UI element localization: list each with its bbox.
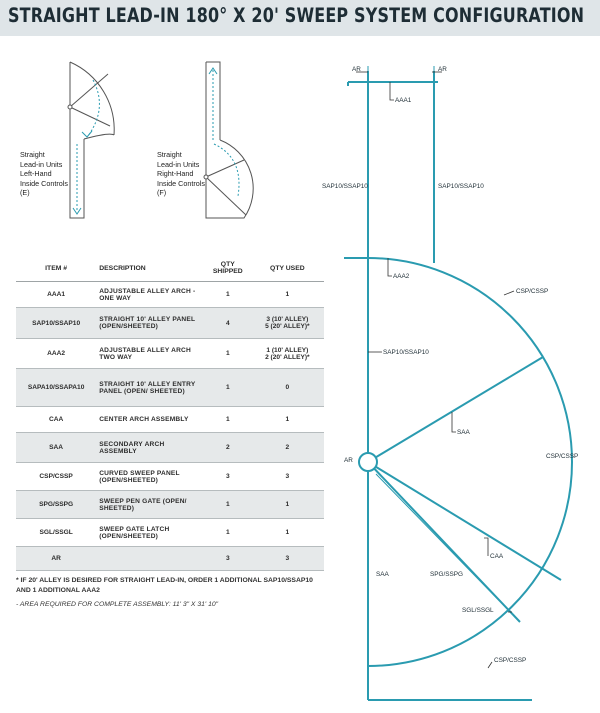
cell-used: 2	[251, 433, 324, 463]
cell-description: STRAIGHT 10' ALLEY PANEL (OPEN/SHEETED)	[96, 308, 205, 339]
table-row	[16, 407, 324, 433]
table-row	[16, 282, 324, 308]
cell-used: 3	[251, 463, 324, 491]
cell-item: AR	[16, 547, 96, 571]
cell-used: 1	[251, 282, 324, 308]
cell-used: 1	[251, 519, 324, 547]
cell-used: 0	[251, 369, 324, 407]
cell-description: ADJUSTABLE ALLEY ARCH TWO WAY	[96, 339, 205, 369]
cell-shipped: 1	[205, 282, 251, 308]
sweep-outer-curve	[368, 258, 572, 666]
cell-used: 3 (10' ALLEY) 5 (20' ALLEY)*	[251, 308, 324, 339]
cell-item: AAA2	[16, 339, 96, 369]
leader-csp-bottom	[488, 662, 492, 668]
cell-description: STRAIGHT 10' ALLEY ENTRY PANEL (OPEN/ SHEETED)	[96, 369, 205, 407]
legend-right-line: Lead-in Units	[157, 159, 200, 169]
label-ar-top-left: AR	[352, 66, 361, 73]
cell-shipped: 4	[205, 308, 251, 339]
cell-shipped: 3	[205, 463, 251, 491]
legend-right-line: Inside Controls	[157, 178, 205, 188]
legend-left-line: Inside Controls	[20, 178, 68, 188]
label-spg: SPG/SSPG	[430, 571, 464, 578]
table-row	[16, 308, 324, 339]
cell-item: AAA1	[16, 282, 96, 308]
table-row	[16, 491, 324, 519]
legend-left	[20, 150, 68, 198]
cell-item: CSP/CSSP	[16, 463, 96, 491]
table-row	[16, 519, 324, 547]
label-sgl: SGL/SSGL	[462, 607, 494, 614]
cell-shipped: 3	[205, 547, 251, 571]
label-csp-mid: CSP/CSSP	[546, 453, 579, 460]
cell-shipped: 1	[205, 519, 251, 547]
legend-right-line: Right-Hand	[157, 169, 194, 178]
cell-description	[96, 547, 205, 571]
cell-description: SWEEP PEN GATE (OPEN/ SHEETED)	[96, 491, 205, 519]
sweep-system-diagram	[320, 0, 600, 713]
header-qty-used: QTY USED	[251, 255, 324, 282]
label-ar-top-right: AR	[438, 66, 447, 73]
cell-item: SAPA10/SSAPA10	[16, 369, 96, 407]
center-ring	[359, 453, 377, 471]
legend-right-line: (F)	[157, 188, 167, 197]
right-flow-arrows	[213, 70, 239, 196]
cell-used: 1	[251, 407, 324, 433]
leader-aaa2	[388, 258, 392, 276]
leader-aaa1	[390, 82, 394, 100]
legend-left-line: Left-Hand	[20, 169, 52, 178]
secondary-arch-upper	[368, 357, 543, 462]
left-arrow-head-2	[82, 131, 92, 137]
diagram-thin-lines	[368, 66, 518, 620]
table-row	[16, 463, 324, 491]
header-description: DESCRIPTION	[96, 255, 205, 282]
cell-description: SWEEP GATE LATCH (OPEN/SHEETED)	[96, 519, 205, 547]
notes	[16, 576, 326, 610]
header-qty-shipped: QTY SHIPPED	[205, 255, 251, 282]
cell-description: ADJUSTABLE ALLEY ARCH - ONE WAY	[96, 282, 205, 308]
header-item: ITEM #	[16, 255, 96, 282]
parts-table	[16, 255, 324, 571]
label-sap-left: SAP10/SSAP10	[322, 183, 368, 190]
cell-item: SAP10/SSAP10	[16, 308, 96, 339]
legend-left-line: (E)	[20, 188, 30, 197]
diagram-labels	[322, 66, 578, 664]
note-area-required: - AREA REQUIRED FOR COMPLETE ASSEMBLY: 11' 3" X 31' 10"	[16, 601, 219, 608]
left-hand-configuration	[68, 62, 114, 218]
cell-description: SECONDARY ARCH ASSEMBLY	[96, 433, 205, 463]
cell-used: 1 (10' ALLEY) 2 (20' ALLEY)*	[251, 339, 324, 369]
cell-item: SGL/SSGL	[16, 519, 96, 547]
leader-saa	[452, 412, 456, 432]
table-header-row	[16, 255, 324, 282]
table-row	[16, 547, 324, 571]
left-flow-arrows	[77, 80, 99, 212]
label-caa: CAA	[490, 553, 504, 560]
cell-item: CAA	[16, 407, 96, 433]
cell-used: 3	[251, 547, 324, 571]
note-additional-order: * IF 20' ALLEY IS DESIRED FOR STRAIGHT LEAD-IN, ORDER 1 ADDITIONAL SAP10/SSAP10 AND 1 ADDITIONAL AAA2	[16, 577, 313, 594]
cell-item: SPG/SSPG	[16, 491, 96, 519]
label-saa-low: SAA	[376, 571, 389, 578]
page-title: STRAIGHT LEAD-IN 180° X 20' SWEEP SYSTEM CONFIGURATION	[8, 4, 585, 27]
label-ar-center: AR	[344, 457, 353, 464]
leader-csp-top	[504, 291, 514, 295]
cell-shipped: 1	[205, 369, 251, 407]
legend-left-line: Straight	[20, 150, 45, 159]
cell-shipped: 1	[205, 407, 251, 433]
cell-shipped: 1	[205, 339, 251, 369]
label-sap-mid: SAP10/SSAP10	[383, 349, 429, 356]
gate-latch-line	[376, 474, 518, 620]
cell-shipped: 1	[205, 491, 251, 519]
legend-left-line: Lead-in Units	[20, 159, 63, 169]
cell-item: SAA	[16, 433, 96, 463]
leader-caa	[484, 538, 488, 556]
label-aaa2: AAA2	[393, 273, 410, 280]
cell-description: CURVED SWEEP PANEL (OPEN/SHEETED)	[96, 463, 205, 491]
table-row	[16, 433, 324, 463]
label-sap-right: SAP10/SSAP10	[438, 183, 484, 190]
diagram-structure	[344, 71, 572, 700]
label-csp-top: CSP/CSSP	[516, 288, 549, 295]
label-csp-bottom: CSP/CSSP	[494, 657, 527, 664]
label-saa: SAA	[457, 429, 470, 436]
legend-right-line: Straight	[157, 150, 182, 159]
cell-description: CENTER ARCH ASSEMBLY	[96, 407, 205, 433]
legend-right	[157, 150, 205, 198]
cell-shipped: 2	[205, 433, 251, 463]
table-row	[16, 369, 324, 407]
right-hand-configuration	[204, 62, 253, 218]
label-aaa1: AAA1	[395, 97, 412, 104]
table-row	[16, 339, 324, 369]
cell-used: 1	[251, 491, 324, 519]
